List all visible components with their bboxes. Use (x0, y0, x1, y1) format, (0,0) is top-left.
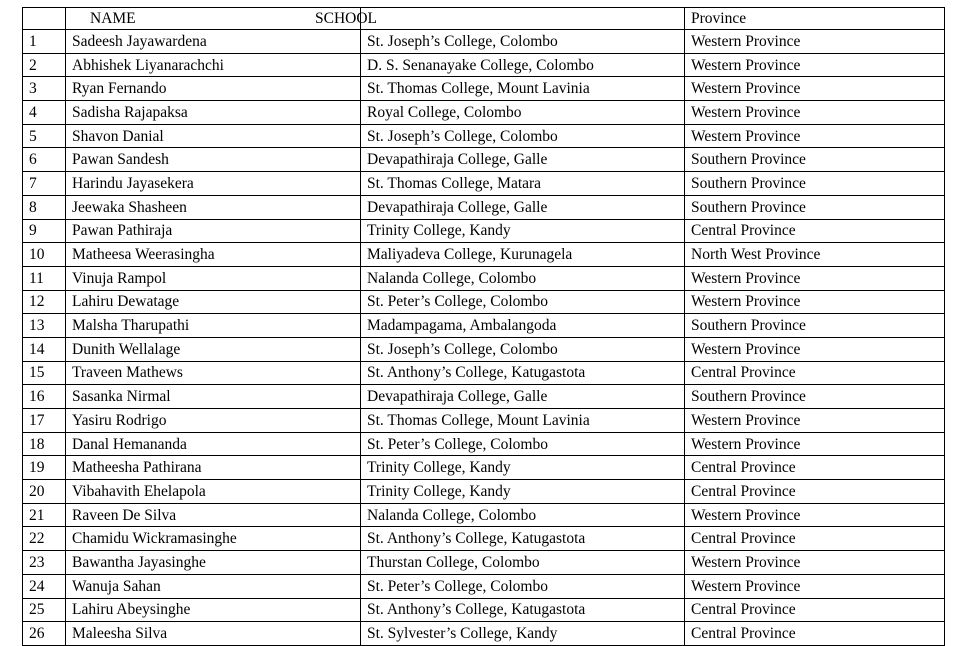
row-number-cell: 16 (23, 385, 66, 409)
province-cell: Western Province (685, 53, 945, 77)
table-row (23, 503, 945, 527)
school-cell: St. Peter’s College, Colombo (361, 290, 685, 314)
row-number-cell: 21 (23, 503, 66, 527)
table-row (23, 622, 945, 646)
province-cell: Western Province (685, 124, 945, 148)
row-number-cell: 5 (23, 124, 66, 148)
table-row (23, 314, 945, 338)
table-header (23, 8, 945, 30)
table-row (23, 30, 945, 54)
school-cell: Royal College, Colombo (361, 101, 685, 125)
table-row (23, 551, 945, 575)
table-body (23, 30, 945, 646)
province-cell: Southern Province (685, 148, 945, 172)
table-row (23, 409, 945, 433)
student-name-cell: Traveen Mathews (66, 361, 361, 385)
row-number-cell: 6 (23, 148, 66, 172)
table-row (23, 243, 945, 267)
row-number-cell: 26 (23, 622, 66, 646)
student-name-cell: Danal Hemananda (66, 432, 361, 456)
row-number-cell: 12 (23, 290, 66, 314)
school-cell: Trinity College, Kandy (361, 480, 685, 504)
province-cell: Western Province (685, 30, 945, 54)
province-cell: Southern Province (685, 195, 945, 219)
school-cell: St. Sylvester’s College, Kandy (361, 622, 685, 646)
province-cell: Central Province (685, 361, 945, 385)
school-cell: St. Peter’s College, Colombo (361, 574, 685, 598)
school-cell: Devapathiraja College, Galle (361, 195, 685, 219)
table-row (23, 480, 945, 504)
student-name-cell: Jeewaka Shasheen (66, 195, 361, 219)
row-number-cell: 9 (23, 219, 66, 243)
row-number-cell: 10 (23, 243, 66, 267)
school-cell: Nalanda College, Colombo (361, 503, 685, 527)
school-cell: St. Thomas College, Matara (361, 172, 685, 196)
student-name-cell: Wanuja Sahan (66, 574, 361, 598)
province-cell: Western Province (685, 77, 945, 101)
row-number-cell: 11 (23, 266, 66, 290)
student-name-cell: Chamidu Wickramasinghe (66, 527, 361, 551)
province-cell: North West Province (685, 243, 945, 267)
student-name-cell: Dunith Wellalage (66, 337, 361, 361)
table-row (23, 77, 945, 101)
school-cell: Maliyadeva College, Kurunagela (361, 243, 685, 267)
student-name-cell: Pawan Sandesh (66, 148, 361, 172)
table-row (23, 101, 945, 125)
province-cell: Western Province (685, 503, 945, 527)
table-row (23, 456, 945, 480)
row-number-cell: 24 (23, 574, 66, 598)
school-cell: St. Joseph’s College, Colombo (361, 337, 685, 361)
school-cell: St. Anthony’s College, Katugastota (361, 527, 685, 551)
province-cell: Western Province (685, 409, 945, 433)
school-cell: Madampagama, Ambalangoda (361, 314, 685, 338)
row-number-cell: 20 (23, 480, 66, 504)
province-cell: Western Province (685, 290, 945, 314)
table-row (23, 148, 945, 172)
province-cell: Southern Province (685, 172, 945, 196)
province-cell: Southern Province (685, 314, 945, 338)
school-cell: St. Thomas College, Mount Lavinia (361, 409, 685, 433)
row-number-cell: 23 (23, 551, 66, 575)
province-cell: Western Province (685, 101, 945, 125)
table-row (23, 266, 945, 290)
table-row (23, 361, 945, 385)
school-cell: Nalanda College, Colombo (361, 266, 685, 290)
school-cell: Trinity College, Kandy (361, 219, 685, 243)
province-cell: Southern Province (685, 385, 945, 409)
student-name-cell: Pawan Pathiraja (66, 219, 361, 243)
province-cell: Central Province (685, 527, 945, 551)
student-name-cell: Matheesha Pathirana (66, 456, 361, 480)
province-cell: Central Province (685, 219, 945, 243)
student-name-cell: Vinuja Rampol (66, 266, 361, 290)
row-number-cell: 3 (23, 77, 66, 101)
province-cell: Western Province (685, 266, 945, 290)
table-row (23, 574, 945, 598)
school-cell: Thurstan College, Colombo (361, 551, 685, 575)
province-cell: Western Province (685, 337, 945, 361)
school-cell: St. Anthony’s College, Katugastota (361, 361, 685, 385)
row-number-cell: 18 (23, 432, 66, 456)
student-name-cell: Lahiru Dewatage (66, 290, 361, 314)
row-number-cell: 2 (23, 53, 66, 77)
student-name-cell: Harindu Jayasekera (66, 172, 361, 196)
header-name-label: NAME (90, 10, 136, 27)
student-name-cell: Shavon Danial (66, 124, 361, 148)
header-row (23, 8, 945, 30)
row-number-cell: 22 (23, 527, 66, 551)
student-name-cell: Malsha Tharupathi (66, 314, 361, 338)
row-number-cell: 25 (23, 598, 66, 622)
student-name-cell: Maleesha Silva (66, 622, 361, 646)
table-row (23, 195, 945, 219)
school-cell: Devapathiraja College, Galle (361, 148, 685, 172)
student-name-cell: Yasiru Rodrigo (66, 409, 361, 433)
province-cell: Central Province (685, 622, 945, 646)
table-row (23, 432, 945, 456)
table-row (23, 385, 945, 409)
student-name-cell: Matheesa Weerasingha (66, 243, 361, 267)
header-school (315, 8, 685, 30)
row-number-cell: 4 (23, 101, 66, 125)
student-name-cell: Sasanka Nirmal (66, 385, 361, 409)
table-row (23, 172, 945, 196)
row-number-cell: 1 (23, 30, 66, 54)
row-number-cell: 8 (23, 195, 66, 219)
table-row (23, 527, 945, 551)
row-number-cell: 13 (23, 314, 66, 338)
table-row (23, 598, 945, 622)
school-cell: D. S. Senanayake College, Colombo (361, 53, 685, 77)
student-name-cell: Sadisha Rajapaksa (66, 101, 361, 125)
province-cell: Central Province (685, 456, 945, 480)
student-name-cell: Bawantha Jayasinghe (66, 551, 361, 575)
row-number-cell: 7 (23, 172, 66, 196)
school-cell: St. Joseph’s College, Colombo (361, 30, 685, 54)
row-number-cell: 15 (23, 361, 66, 385)
student-table (22, 7, 945, 646)
student-name-cell: Vibahavith Ehelapola (66, 480, 361, 504)
table-row (23, 53, 945, 77)
header-province: Province (685, 8, 945, 30)
student-name-cell: Ryan Fernando (66, 77, 361, 101)
row-number-cell: 19 (23, 456, 66, 480)
province-cell: Central Province (685, 480, 945, 504)
school-cell: St. Anthony’s College, Katugastota (361, 598, 685, 622)
table-row (23, 219, 945, 243)
school-cell: Trinity College, Kandy (361, 456, 685, 480)
school-cell: Devapathiraja College, Galle (361, 385, 685, 409)
province-cell: Western Province (685, 551, 945, 575)
province-cell: Central Province (685, 598, 945, 622)
row-number-cell: 14 (23, 337, 66, 361)
table-row (23, 337, 945, 361)
student-name-cell: Raveen De Silva (66, 503, 361, 527)
province-cell: Western Province (685, 432, 945, 456)
student-name-cell: Abhishek Liyanarachchi (66, 53, 361, 77)
school-cell: St. Thomas College, Mount Lavinia (361, 77, 685, 101)
student-name-cell: Sadeesh Jayawardena (66, 30, 361, 54)
school-cell: St. Joseph’s College, Colombo (361, 124, 685, 148)
table-row (23, 124, 945, 148)
school-cell: St. Peter’s College, Colombo (361, 432, 685, 456)
province-cell: Western Province (685, 574, 945, 598)
header-number (23, 8, 66, 30)
header-school-label: SCHOOL (315, 10, 378, 27)
student-name-cell: Lahiru Abeysinghe (66, 598, 361, 622)
table-row (23, 290, 945, 314)
row-number-cell: 17 (23, 409, 66, 433)
